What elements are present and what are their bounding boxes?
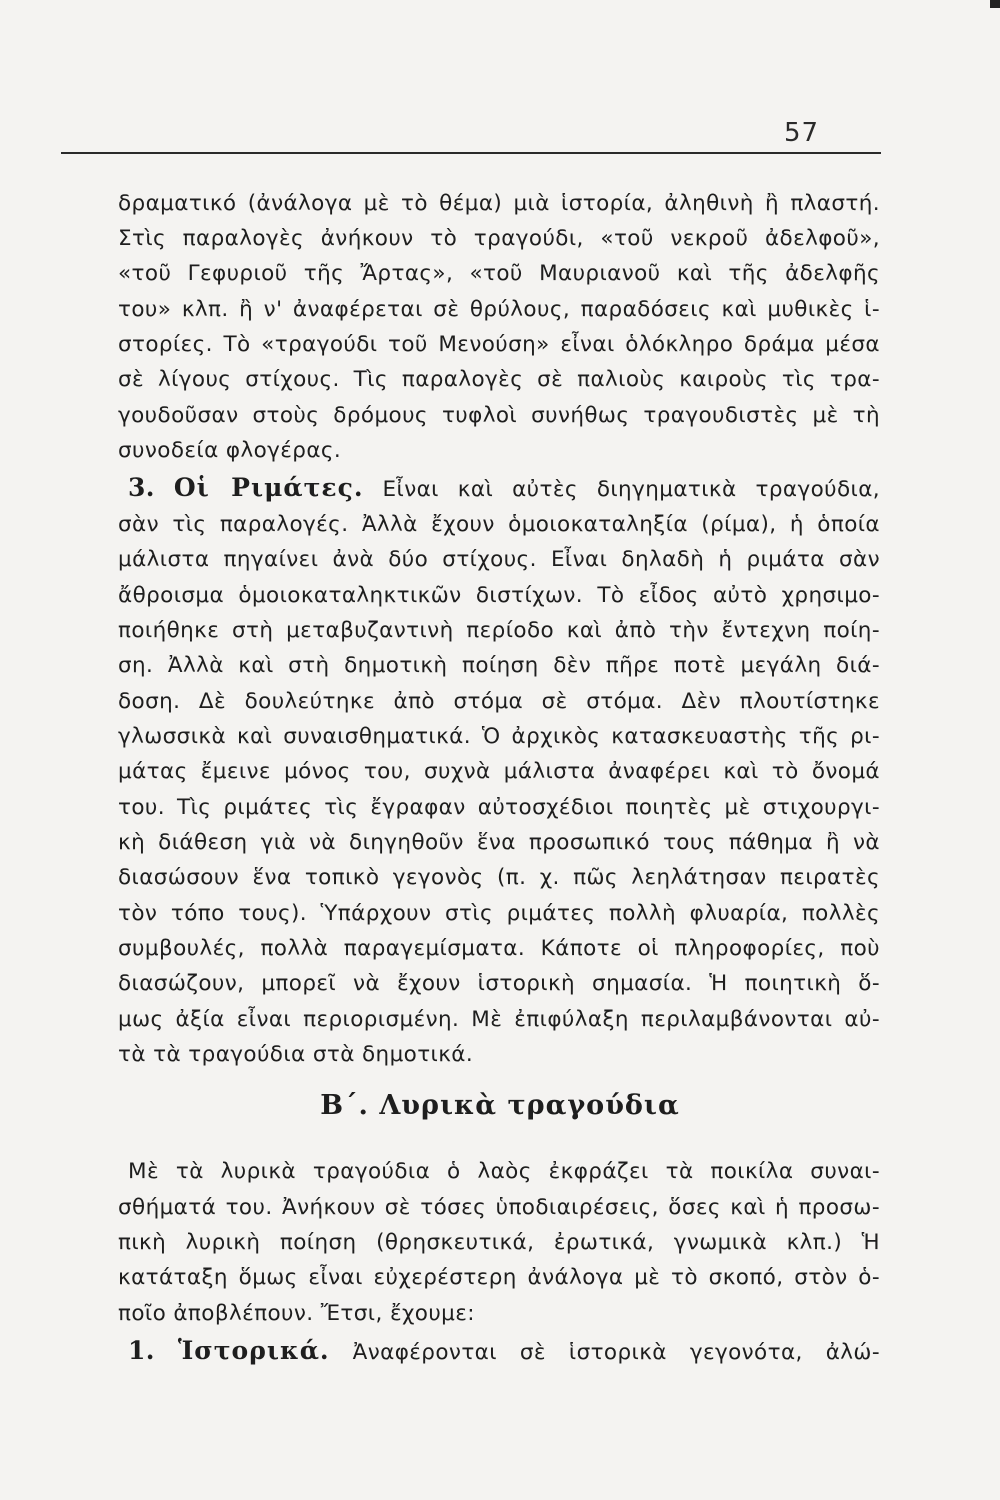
text-line: στορίες. Τὸ «τραγούδι τοῦ Μενούση» εἶναι ὁλόκληρο δράμα μέσα [118, 332, 880, 357]
text-line: μάλιστα πηγαίνει ἀνὰ δύο στίχους. Εἶναι δηλαδὴ ἡ ριμάτα σὰν [118, 547, 880, 572]
text-line: σὰν τὶς παραλογές. Ἀλλὰ ἔχουν ὁμοιοκαταληξία (ρίμα), ἡ ὁποία [118, 512, 880, 537]
section-3-first-line-text: Εἶναι καὶ αὐτὲς διηγηματικὰ τραγούδια, [382, 477, 881, 502]
text-line: ποῖο ἀποβλέπουν. Ἔτσι, ἔχουμε: [118, 1301, 475, 1326]
section-heading-lyric-songs: Β΄. Λυρικὰ τραγούδια [320, 1090, 680, 1121]
header-rule [61, 152, 881, 154]
text-line: τὸν τόπο τους). Ὑπάρχουν στὶς ριμάτες πολλὴ φλυαρία, πολλὲς [118, 901, 880, 926]
text-line: Στὶς παραλογὲς ἀνήκουν τὸ τραγούδι, «τοῦ νεκροῦ ἀδελφοῦ», [118, 226, 880, 251]
text-line: δοση. Δὲ δουλεύτηκε ἀπὸ στόμα σὲ στόμα. Δὲν πλουτίστηκε [118, 689, 880, 714]
text-line: μάτας ἔμεινε μόνος του, συχνὰ μάλιστα ἀναφέρει καὶ τὸ ὄνομά [118, 759, 880, 784]
scan-edge-mark [990, 0, 1000, 8]
section-3-title: Οἱ Ριμάτες. [173, 473, 364, 502]
section-1-number: 1. [128, 1336, 155, 1365]
section-1-first-line-text: Ἀναφέρονται σὲ ἱστορικὰ γεγονότα, ἀλώ- [352, 1340, 880, 1365]
text-line: γλωσσικὰ καὶ συναισθηματικά. Ὁ ἀρχικὸς κατασκευαστὴς τῆς ρι- [118, 724, 880, 749]
text-line: «τοῦ Γεφυριοῦ τῆς Ἄρτας», «τοῦ Μαυριανοῦ καὶ τῆς ἀδελφῆς [118, 261, 880, 286]
text-line: Μὲ τὰ λυρικὰ τραγούδια ὁ λαὸς ἐκφράζει τὰ ποικίλα συναι- [128, 1159, 880, 1184]
section-3-first-line [128, 472, 880, 504]
text-line: δραματικό (ἀνάλογα μὲ τὸ θέμα) μιὰ ἱστορία, ἀληθινὴ ἢ πλαστή. [118, 191, 880, 216]
section-3-number: 3. [128, 473, 155, 502]
section-1-title: Ἱστορικά. [177, 1336, 330, 1365]
text-line: γουδοῦσαν στοὺς δρόμους τυφλοὶ συνήθως τραγουδιστὲς μὲ τὴ [118, 403, 880, 428]
text-line: σθήματά του. Ἀνήκουν σὲ τόσες ὑποδιαιρέσεις, ὅσες καὶ ἡ προσω- [118, 1195, 880, 1220]
text-line: συμβουλές, πολλὰ παραγεμίσματα. Κάποτε οἱ πληροφορίες, ποὺ [118, 936, 880, 961]
text-line: συνοδεία φλογέρας. [118, 438, 342, 463]
text-line: του. Τὶς ριμάτες τὶς ἔγραφαν αὐτοσχέδιοι ποιητὲς μὲ στιχουργι- [118, 795, 880, 820]
page-number: 57 [784, 118, 820, 148]
text-line: μως ἀξία εἶναι περιορισμένη. Μὲ ἐπιφύλαξη περιλαμβάνονται αὐ- [118, 1007, 880, 1032]
text-line: πικὴ λυρικὴ ποίηση (θρησκευτικά, ἐρωτικά, γνωμικὰ κλπ.) Ἡ [118, 1230, 880, 1255]
text-line: κὴ διάθεση γιὰ νὰ διηγηθοῦν ἕνα προσωπικό τους πάθημα ἢ νὰ [118, 830, 880, 855]
text-line: ἄθροισμα ὁμοιοκαταληκτικῶν διστίχων. Τὸ εἶδος αὐτὸ χρησιμο- [118, 583, 880, 608]
text-line: κατάταξη ὅμως εἶναι εὐχερέστερη ἀνάλογα μὲ τὸ σκοπό, στὸν ὁ- [118, 1265, 880, 1290]
section-1-first-line [128, 1335, 880, 1367]
text-line: σὲ λίγους στίχους. Τὶς παραλογὲς σὲ παλιοὺς καιροὺς τὶς τρα- [118, 367, 880, 392]
text-line: του» κλπ. ἢ ν' ἀναφέρεται σὲ θρύλους, παραδόσεις καὶ μυθικὲς ἱ- [118, 297, 880, 322]
text-line: τὰ τὰ τραγούδια στὰ δημοτικά. [118, 1042, 474, 1067]
text-line: διασώζουν, μπορεῖ νὰ ἔχουν ἱστορικὴ σημασία. Ἡ ποιητικὴ ὅ- [118, 971, 880, 996]
text-line: ση. Ἀλλὰ καὶ στὴ δημοτικὴ ποίηση δὲν πῆρε ποτὲ μεγάλη διά- [118, 653, 880, 678]
text-line: ποιήθηκε στὴ μεταβυζαντινὴ περίοδο καὶ ἀπὸ τὴν ἔντεχνη ποίη- [118, 618, 880, 643]
text-line: διασώσουν ἕνα τοπικὸ γεγονὸς (π. χ. πῶς λεηλάτησαν πειρατὲς [118, 865, 880, 890]
